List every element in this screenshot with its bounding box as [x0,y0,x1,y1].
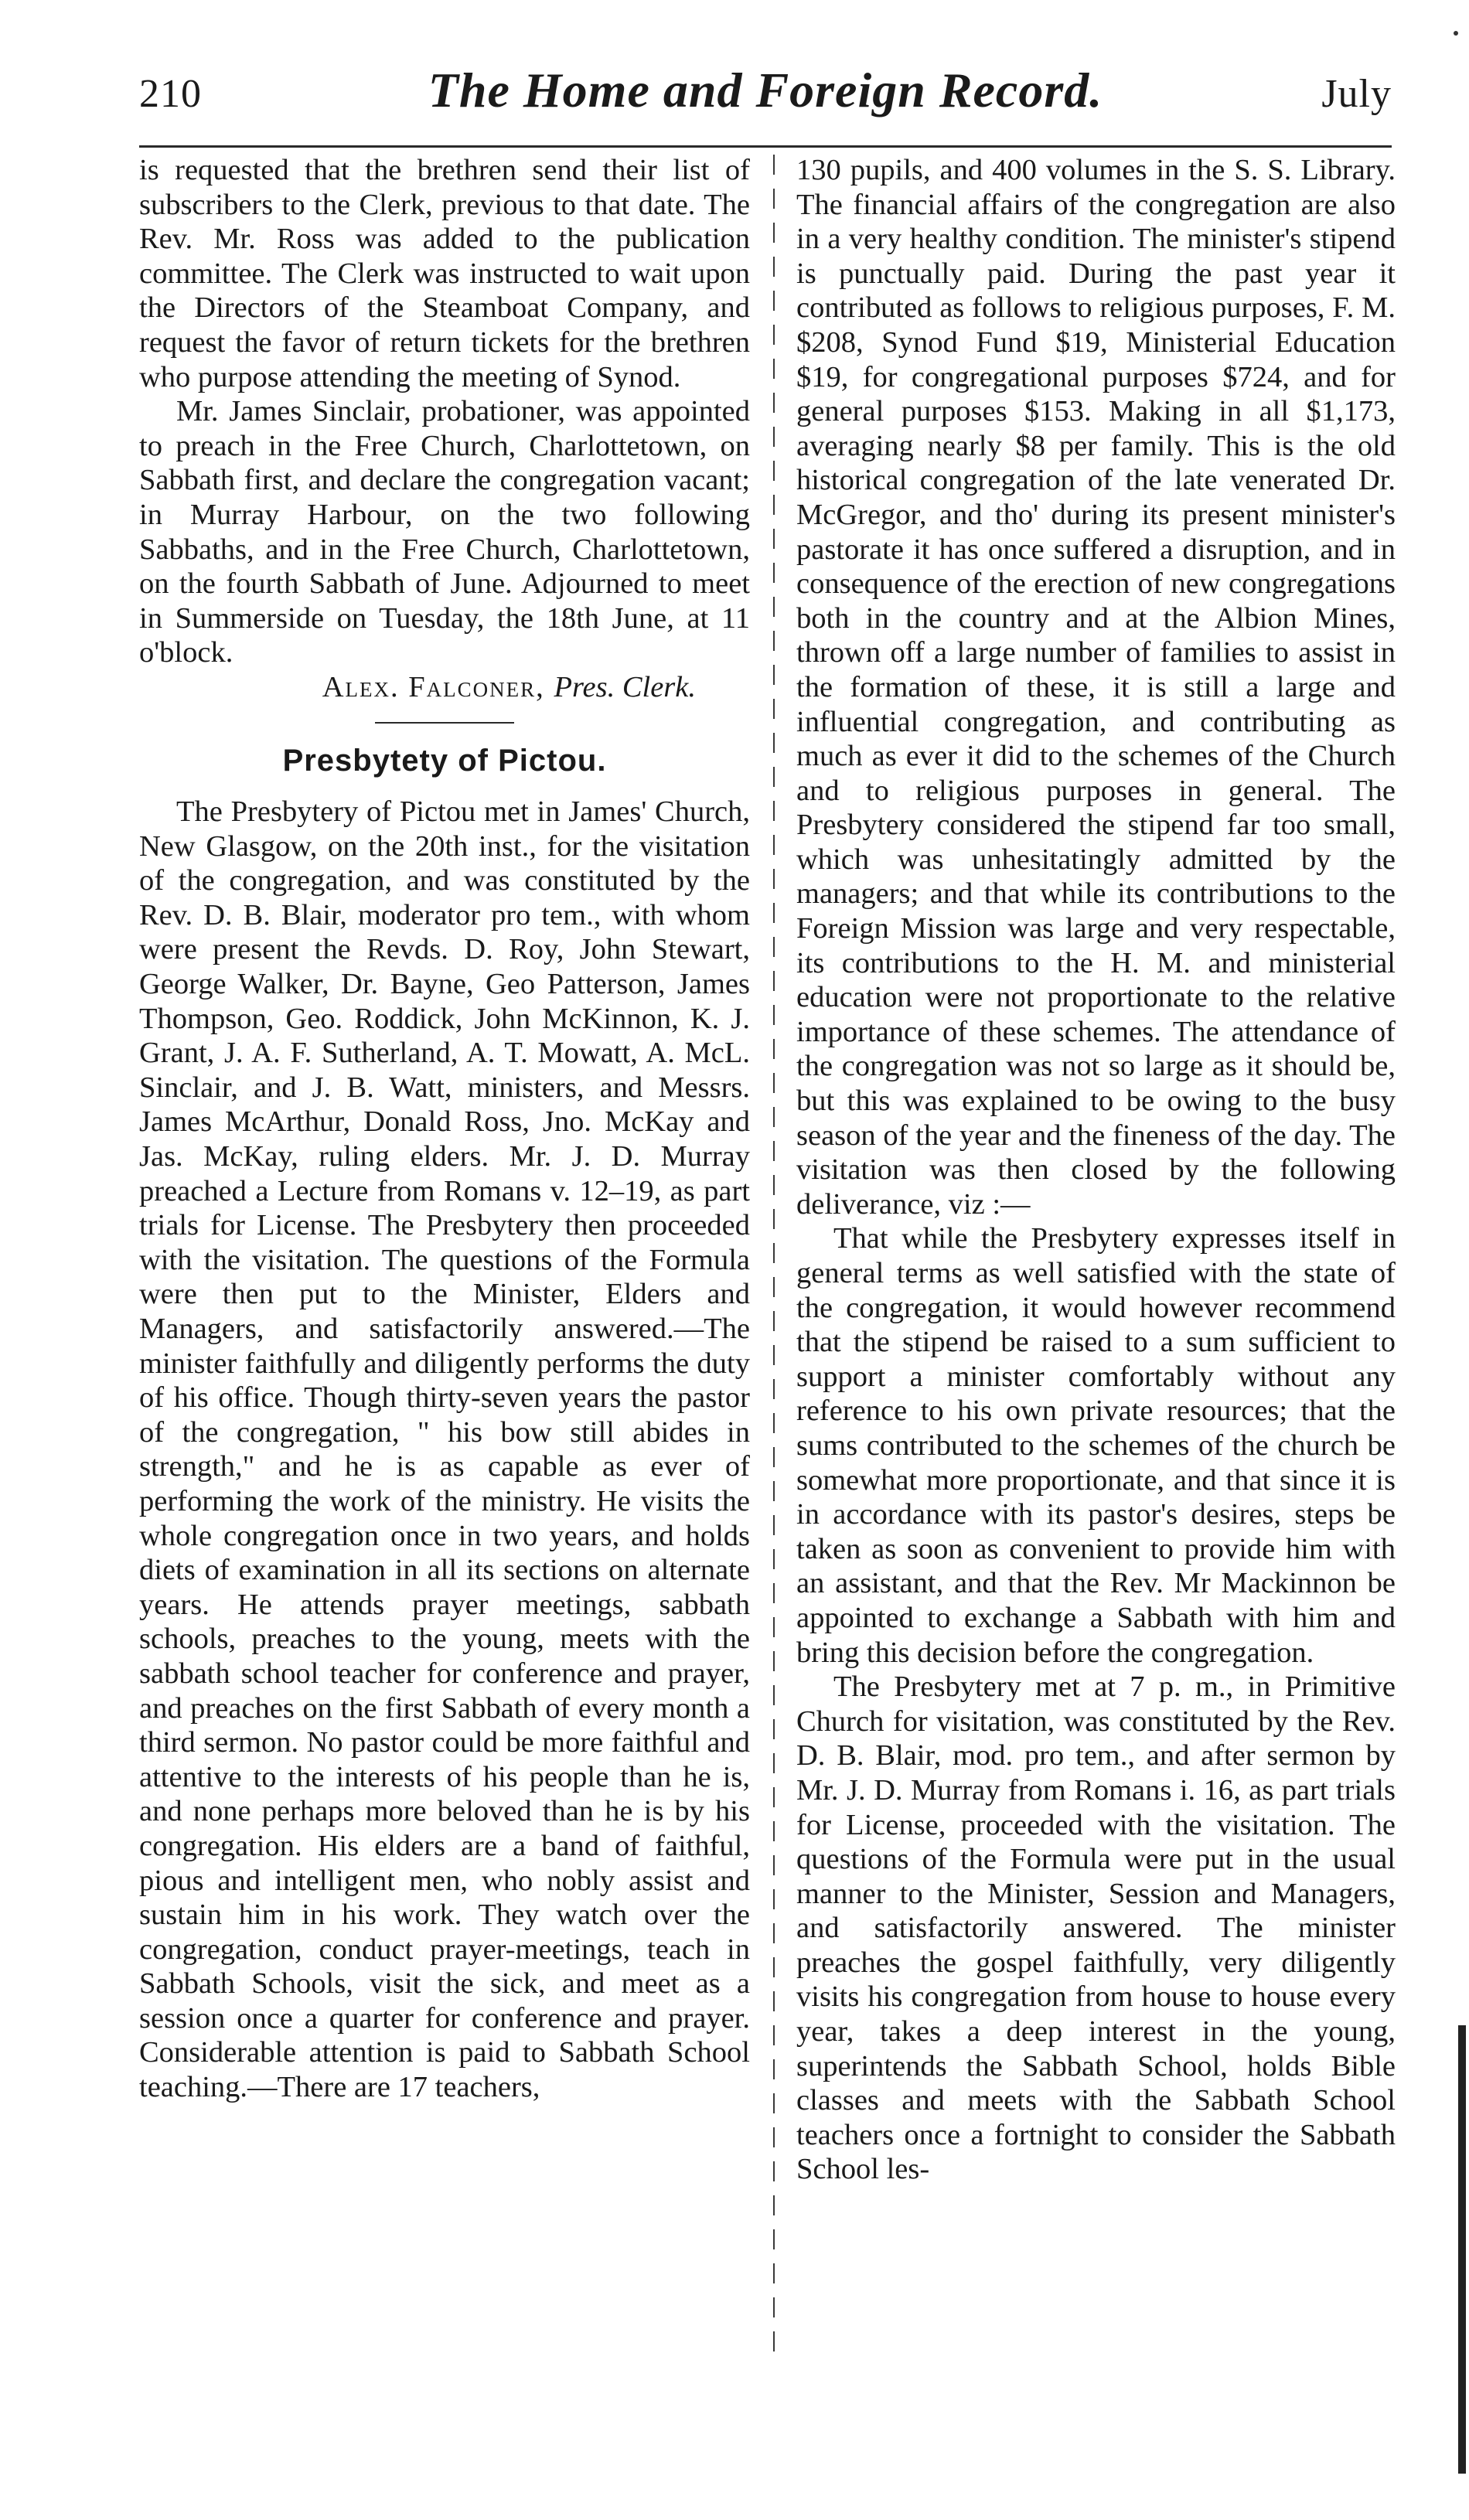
paragraph-sinclair-appointment: Mr. James Sinclair, probationer, was appointed to preach in the Free Church, Charlottetown, on Sabbath first, and declare the congregation vacant; in Murray Harbour, on the two following Sabbaths, and in the Free Church, Charlottetown, on the fourth Sabbath of June. Adjourned to meet in Summerside on Tuesday, the 18th June, at 11 o'block. [139,395,750,669]
issue-month: July [1321,72,1392,116]
section-heading: Presbytety of Pictou. [282,743,607,778]
right-column [796,153,1396,2187]
signature-role: Pres. Clerk. [554,670,696,703]
page-number: 210 [139,72,202,116]
clerk-signature [139,670,750,705]
paragraph-deliverance: That while the Presbytery expresses itself in general terms as well satisfied with the state of the congregation, it would however recommend that the stipend be raised to a sum sufficient to support a minister comfortably without any reference to his own private resources; that the sums contributed to the schemes of the church be somewhat more proportionate, and that since it is in accordance with its pastor's desires, steps be taken as soon as convenient to provide him with an assistant, and that the Rev. Mr Mackinnon be appointed to exchange a Sabbath with him and bring this decision before the congregation. [796,1222,1396,1669]
paragraph-primitive-church: The Presbytery met at 7 p. m., in Primitive Church for visitation, was constituted by the Rev. D. B. Blair, mod. pro tem., and after sermon by Mr. J. D. Murray from Romans i. 16, as part trials for License, proceeded with the visitation. The questions of the Formula were put in the usual manner to the Minister, Session and Managers, and satisfactorily answered. The minister preaches the gospel faithfully, very diligently visits his congregation from house to house every year, takes a deep interest in the young, superintends the Sabbath School, holds Bible classes and meets with the Sabbath School teachers once a fortnight to consider the Sabbath School les- [796,1670,1396,2186]
signature-name: Alex. Falconer, [322,670,545,703]
column-divider [773,155,775,2365]
running-title: The Home and Foreign Record. [428,63,1103,117]
header-rule [139,145,1392,148]
margin-speck [1454,31,1458,36]
left-column [139,153,750,2105]
binding-edge-mark [1458,2025,1466,2474]
section-divider [375,722,514,724]
page-header [139,62,1392,139]
paragraph-continued-right: 130 pupils, and 400 volumes in the S. S. Library. The financial affairs of the congregation are also in a very healthy condition. The minister's stipend is punctually paid. During the past year it contributed as follows to religious purposes, F. M. $208, Synod Fund $19, Ministerial Education $19, for congregational purposes $724, and for general purposes $153. Making in all $1,173, averaging nearly $8 per family. This is the old historical congregation of the late venerated Dr. McGregor, and tho' during its present minister's pastorate it has once suffered a disruption, and in consequence of the erection of new congregations both in the country and at the Albion Mines, thrown off a large number of families to assist in the formation of these, it is still a large and influential congregation, and contributing as much as ever it did to the schemes of the Church and to religious purposes in general. The Presbytery considered the stipend far too small, which was unhesitatingly admitted by the managers; and that while its contributions to the Foreign Mission was large and very respectable, its contributions to the H. M. and ministerial education were not proportionate to the relative importance of these schemes. The attendance of the congregation was not so large as it should be, but this was explained to be owing to the busy season of the year and the fineness of the day. The visitation was then closed by the following deliverance, viz :— [796,154,1396,1221]
paragraph-pictou-visitation: The Presbytery of Pictou met in James' Church, New Glasgow, on the 20th inst., for the visitation of the congregation, and was constituted by the Rev. D. B. Blair, moderator pro tem., with whom were present the Revds. D. Roy, John Stewart, George Walker, Dr. Bayne, Geo Patterson, James Thompson, Geo. Roddick, John McKinnon, K. J. Grant, J. A. F. Sutherland, A. T. Mowatt, A. McL. Sinclair, and J. B. Watt, ministers, and Messrs. James McArthur, Donald Ross, Jno. McKay and Jas. McKay, ruling elders. Mr. J. D. Murray preached a Lecture from Romans v. 12–19, as part trials for License. The Presbytery then proceeded with the visitation. The questions of the Formula were then put to the Minister, Elders and Managers, and satisfactorily answered.—The minister faithfully and diligently performs the duty of his office. Though thirty-seven years the pastor of the congregation, " his bow still abides in strength," and he is as capable as ever of performing the work of the ministry. He visits the whole congregation once in two years, and holds diets of examination in all its sections on alternate years. He attends prayer meetings, sabbath schools, preaches to the young, meets with the sabbath school teacher for conference and prayer, and preaches on the first Sabbath of every month a third sermon. No pastor could be more faithful and attentive to the interests of his people than he is, and none perhaps more beloved than he is by his congregation. His elders are a band of faithful, pious and intelligent men, who nobly assist and sustain him in his work. They watch over the congregation, conduct prayer-meetings, teach in Sabbath Schools, visit the sick, and meet as a session once a quarter for conference and prayer. Considerable attention is paid to Sabbath School teaching.—There are 17 teachers, [139,795,750,2104]
paragraph-continued-left: is requested that the brethren send their list of subscribers to the Clerk, previous to that date. The Rev. Mr. Ross was added to the publication committee. The Clerk was instructed to wait upon the Directors of the Steamboat Company, and request the favor of return tickets for the brethren who purpose attending the meeting of Synod. [139,154,750,393]
